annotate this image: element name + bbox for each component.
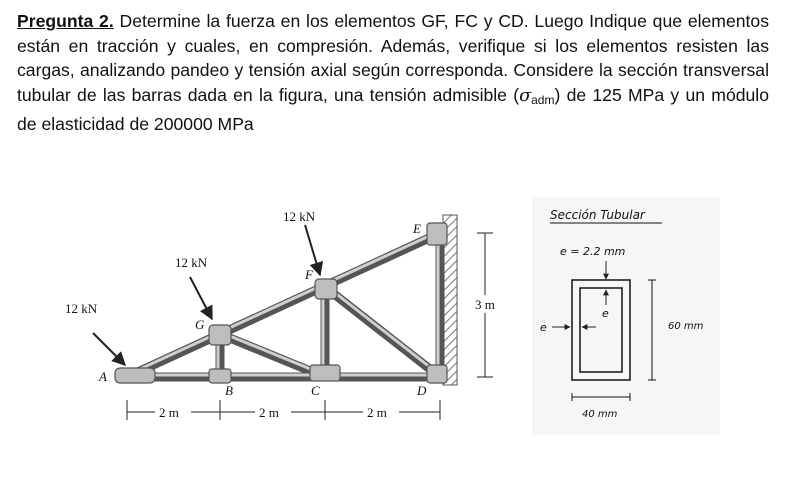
joint-label-d: D (417, 383, 427, 398)
thickness-inner-label: e (602, 307, 609, 320)
load-arrow-a (93, 333, 125, 365)
thickness-label: e = 2.2 mm (560, 245, 626, 258)
dim-label-1: 2 m (159, 405, 179, 420)
sigma-symbol: σ (519, 85, 532, 106)
load-arrow-g (190, 277, 212, 319)
problem-label: Pregunta 2. (17, 11, 114, 31)
joint-label-f: F (305, 267, 313, 282)
problem-text-2: ) de 125 MPa y un módulo de elasticidad de 200000 MPa (17, 84, 770, 135)
width-label: 40 mm (582, 409, 618, 420)
dim-label-height: 3 m (475, 297, 495, 312)
problem-statement (17, 9, 769, 137)
dim-label-3: 2 m (367, 405, 387, 420)
height-label: 60 mm (668, 321, 704, 332)
load-label-f: 12 kN (283, 209, 316, 224)
joint-label-e: E (413, 221, 421, 236)
section-title: Sección Tubular (550, 208, 645, 222)
load-label-g: 12 kN (175, 255, 208, 270)
thickness-left-label: e (540, 321, 547, 334)
cross-section-diagram (530, 195, 725, 435)
dim-label-2: 2 m (259, 405, 279, 420)
joint-label-c: C (311, 383, 320, 398)
joint-label-b: B (225, 383, 233, 398)
problem-text-1: Determine la fuerza en los elementos GF, FC y CD. Luego Indique que elementos están en tracción y cuales, en compresión. Además, verifique si los elementos resisten las cargas, analizando pandeo y tensión axial según corresponda. Considere la sección transversal tubular de las barras dada en la figura, una tensión admisible ( (17, 11, 770, 105)
joint-label-g: G (195, 317, 205, 332)
truss-diagram (55, 195, 495, 435)
load-label-a: 12 kN (65, 301, 98, 316)
truss-members (127, 233, 440, 377)
sigma-subscript: adm (531, 92, 555, 107)
joint-label-a: A (99, 369, 107, 384)
